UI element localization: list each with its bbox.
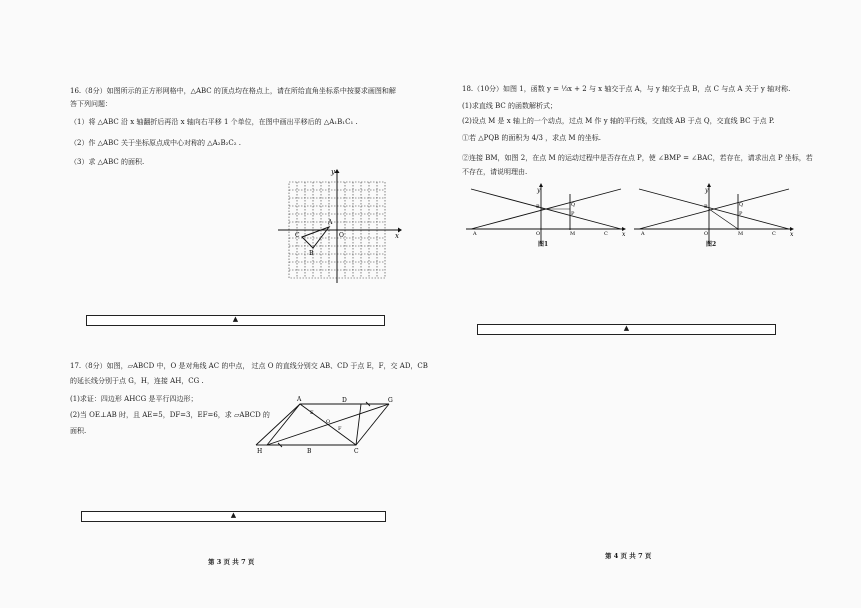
q17-line1: 17.（8分）如图，▱ABCD 中，O 是对角线 AC 的中点， 过点 O 的直线分别交 AB、CD 于点 E，F，交 AD，CB [70,362,428,370]
answer-triangle-icon: ▲ [230,511,237,519]
q16-part3: （3）求 △ABC 的面积. [70,158,145,166]
q17-g-label: G [388,397,393,404]
fig2-b-label: B [704,204,708,210]
fig1-q-label: Q [571,202,576,208]
fig1-y-label: y [537,187,541,194]
q18-answer-box[interactable] [477,324,776,335]
q18-part1: (1)求直线 BC 的函数解析式； [462,102,557,110]
answer-triangle-icon: ▲ [623,324,630,332]
q18-figure-1 [466,184,626,246]
q18-part3: ①若 △PQB 的面积为 4/3 ，求点 M 的坐标. [462,134,601,142]
q16-answer-box[interactable] [86,315,385,326]
q17-part1: (1)求证：四边形 AHCG 是平行四边形； [70,395,198,403]
fig1-c-label: C [604,231,608,237]
fig1-b-label: B [536,204,540,210]
fig1-p-label: P [571,211,575,217]
q17-h-label: H [257,448,263,455]
q16-b-label: B [309,250,314,257]
q17-answer-box[interactable] [81,511,386,522]
q16-part2: （2）作 △ABC 关于坐标原点成中心对称的 △A₂B₂C₂ . [70,139,242,147]
fig2-o-label: O [704,231,709,237]
right-page-footer: 第 4 页 共 7 页 [605,552,652,560]
q17-c-label: C [354,448,359,455]
fig2-a-label: A [641,231,645,237]
q18-part5: 不存在，请说明理由. [462,168,528,176]
fig2-m-label: M [738,231,744,237]
q17-part2: (2)当 OE⊥AB 时，且 AE=5，DF=3，EF=6，求 ▱ABCD 的 [70,411,270,419]
fig1-a-label: A [473,231,477,237]
q16-c-label: C [295,232,300,239]
q17-b-label: B [307,448,312,455]
q17-d-label: D [342,397,347,404]
left-page-footer: 第 3 页 共 7 页 [208,558,255,566]
q17-f-label: F [338,426,342,432]
fig1-o-label: O [536,231,541,237]
q16-part1: （1）将 △ABC 沿 x 轴翻折后再沿 x 轴向右平移 1 个单位，在图中画出平移后的 △A₁B₁C₁ . [70,118,358,126]
fig1-caption: 图1 [538,241,549,248]
q16-grid-figure [276,170,406,285]
fig2-p-label: P [739,211,743,217]
q16-x-label: x [395,232,399,240]
answer-triangle-icon: ▲ [232,315,239,323]
fig1-x-label: x [622,231,626,238]
fig2-c-label: C [772,231,776,237]
q16-origin-label: O [339,232,344,239]
q17-parallelogram-figure [256,396,396,458]
q17-line2: 的延长线分别于点 G，H，连接 AH，CG . [70,377,204,385]
q17-a-label: A [297,396,302,403]
q16-line2: 答下列问题： [70,100,112,108]
q17-part3: 面积. [70,427,87,435]
q18-line1: 18.（10分）如图 1，函数 y = ⅓x + 2 与 x 轴交于点 A，与 y 轴交于点 B，点 C 与点 A 关于 y 轴对称. [462,85,791,93]
fig2-x-label: x [790,231,794,238]
q17-e-label: E [310,410,314,416]
q17-o-label: O [326,419,331,425]
fig2-q-label: Q [739,202,744,208]
q18-part2: (2)设点 M 是 x 轴上的一个动点，过点 M 作 y 轴的平行线，交直线 AB 于点 Q，交直线 BC 于点 P. [462,117,775,125]
q18-figure-2 [634,184,794,246]
fig1-m-label: M [570,231,576,237]
q18-part4: ②连接 BM，如图 2，在点 M 的运动过程中是否存在点 P，使 ∠BMP = ∠BAC，若存在，请求出点 P 坐标，若 [462,154,813,162]
fig2-y-label: y [705,187,709,194]
q16-line1: 16.（8分）如图所示的正方形网格中，△ABC 的顶点均在格点上，请在所给直角坐标系中按要求画图和解 [70,87,396,95]
q16-a-label: A [328,219,333,226]
q16-y-label: y [331,168,335,176]
fig2-caption: 图2 [706,241,717,248]
